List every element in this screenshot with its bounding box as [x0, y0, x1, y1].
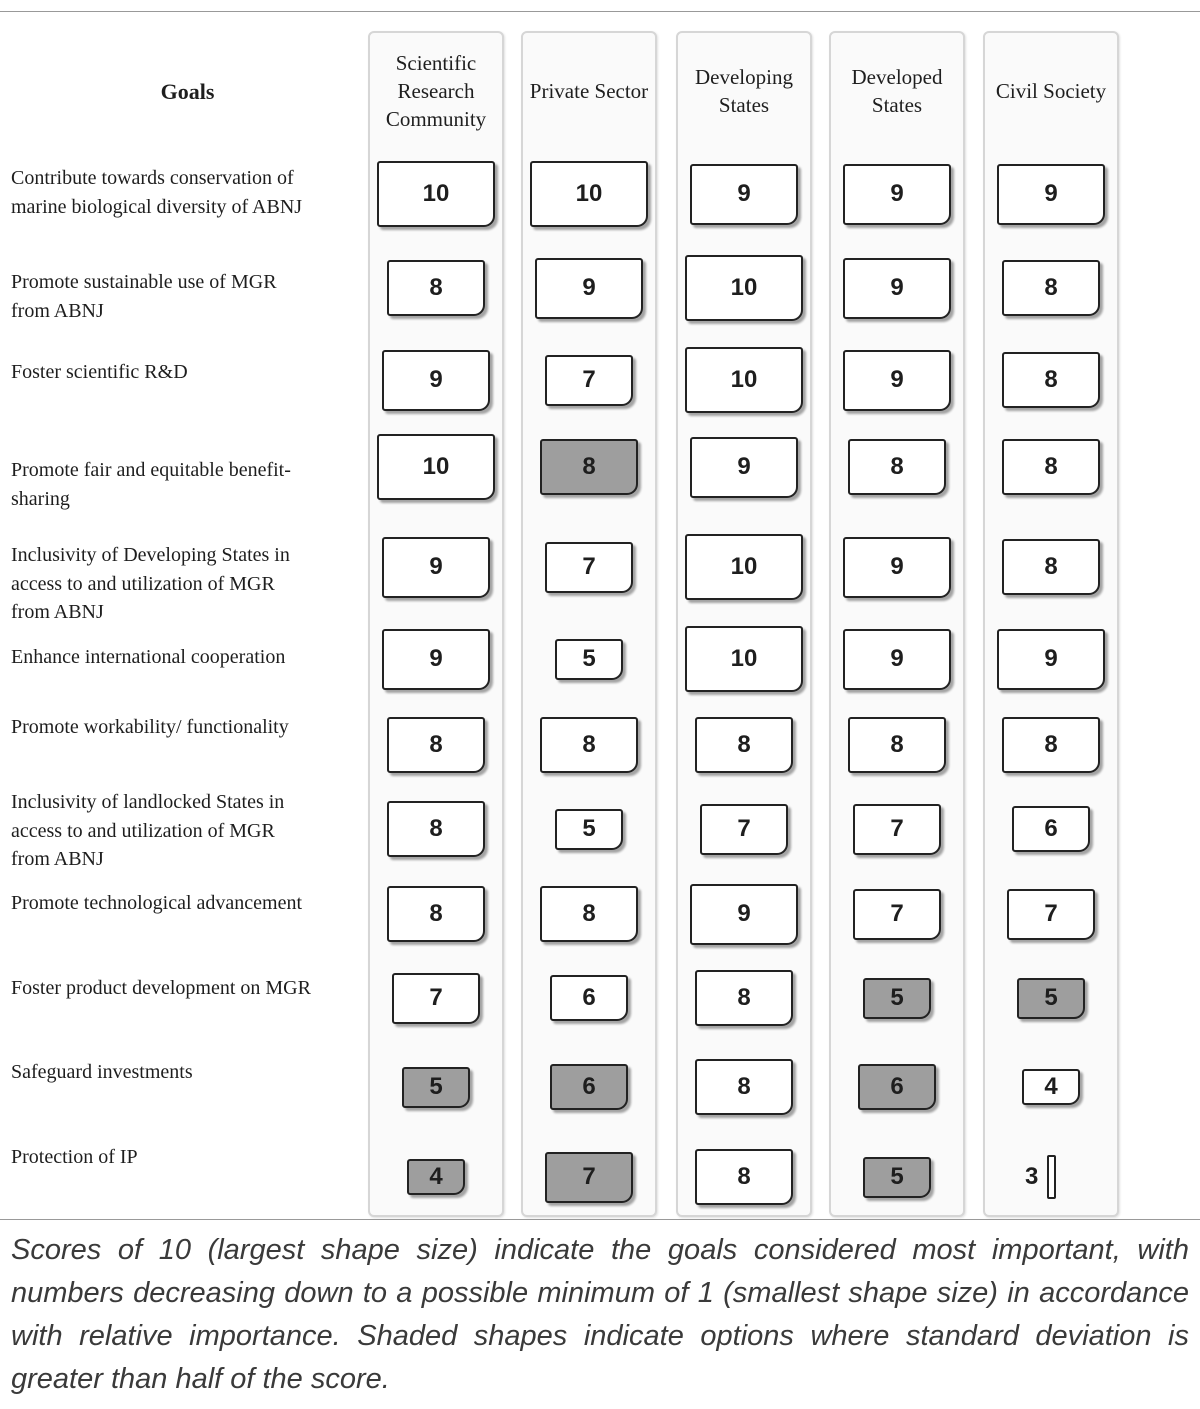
goal-label [11, 541, 366, 627]
score-value: 10 [730, 366, 758, 393]
score-value: 9 [1044, 180, 1058, 207]
column-header-line: Developing [695, 65, 793, 89]
goal-label [11, 1143, 366, 1172]
score-box [382, 629, 490, 690]
score-value: 7 [582, 553, 596, 580]
score-box [695, 717, 793, 773]
goal-label-line: from ABNJ [11, 601, 104, 623]
score-value: 7 [737, 815, 751, 842]
goal-label-line: Inclusivity of Developing States in [11, 544, 290, 566]
score-value: 5 [890, 984, 904, 1011]
goal-label-line: sharing [11, 487, 70, 510]
score-box [1002, 717, 1100, 773]
score-value: 7 [890, 815, 904, 842]
score-box [843, 164, 951, 225]
score-value: 10 [730, 274, 758, 301]
score-box [377, 434, 495, 500]
score-box [555, 809, 623, 850]
score-box [1002, 439, 1100, 495]
score-box [843, 350, 951, 411]
score-box [695, 970, 793, 1026]
score-box [1002, 539, 1100, 595]
goal-label [11, 358, 366, 387]
score-value: 8 [890, 731, 904, 758]
score-box [402, 1067, 470, 1108]
score-value: 7 [890, 900, 904, 927]
score-value: 5 [429, 1073, 443, 1100]
column-header-line: Civil Society [995, 79, 1107, 103]
goal-label [11, 456, 366, 513]
score-box [997, 629, 1105, 690]
score-box [853, 889, 941, 940]
column-header-line: States [871, 93, 923, 117]
goal-label [11, 643, 366, 672]
score-value: 9 [890, 366, 904, 393]
goal-label [11, 268, 366, 325]
column-header [678, 33, 810, 149]
score-value: 8 [429, 815, 443, 842]
score-box [843, 537, 951, 598]
score-value: 8 [582, 731, 596, 758]
score-value: 9 [890, 553, 904, 580]
score-box [1025, 1155, 1077, 1199]
goal-label-line: Promote workability/ functionality [11, 716, 289, 738]
score-box [848, 439, 946, 495]
goal-label [11, 974, 366, 1003]
goal-label-line: Foster scientific R&D [11, 361, 188, 383]
goal-label-line: Inclusivity of landlocked States in [11, 791, 285, 813]
score-box [545, 542, 633, 593]
score-value: 8 [582, 900, 596, 927]
goal-label-line: Enhance international cooperation [11, 646, 286, 668]
score-value: 4 [429, 1163, 443, 1190]
score-box [858, 1064, 936, 1110]
score-box [843, 258, 951, 319]
score-box [685, 534, 803, 600]
score-box [695, 1149, 793, 1205]
goal-label [11, 164, 366, 221]
column-header-line: Scientific [395, 51, 477, 75]
score-value: 8 [737, 1073, 751, 1100]
score-value: 6 [582, 1073, 596, 1100]
goal-label-line: Contribute towards conservation of [11, 167, 294, 189]
score-value: 7 [582, 1163, 596, 1190]
column-header [370, 33, 502, 149]
score-value: 9 [737, 453, 751, 480]
score-box [843, 629, 951, 690]
score-value: 8 [1044, 366, 1058, 393]
column-header-line: Private Sector [529, 79, 649, 103]
score-value: 6 [1044, 815, 1058, 842]
goal-label-line: Protection of IP [11, 1146, 138, 1168]
score-value: 9 [429, 366, 443, 393]
goal-label-line: access to and utilization of MGR [11, 819, 275, 842]
score-value: 9 [429, 645, 443, 672]
goal-label-line: marine biological diversity of ABNJ [11, 195, 303, 218]
score-box [863, 1157, 931, 1198]
score-box [540, 439, 638, 495]
score-box [1007, 889, 1095, 940]
goal-label-line: access to and utilization of MGR [11, 572, 275, 595]
goal-label-line: Promote technological advancement [11, 892, 303, 914]
goal-label-line: Safeguard investments [11, 1061, 193, 1083]
top-rule [0, 11, 1200, 12]
score-box [545, 1152, 633, 1203]
score-value: 9 [890, 645, 904, 672]
score-box [535, 258, 643, 319]
score-value: 9 [737, 180, 751, 207]
score-value: 7 [1044, 900, 1058, 927]
score-value: 5 [582, 645, 596, 672]
goal-label [11, 788, 366, 874]
score-box [540, 886, 638, 942]
score-value: 6 [582, 984, 596, 1011]
score-box [690, 437, 798, 498]
column-header-line: Research [397, 79, 475, 103]
score-value: 6 [890, 1073, 904, 1100]
score-box-shape [1047, 1155, 1056, 1199]
score-value: 8 [1044, 731, 1058, 758]
score-box [407, 1159, 465, 1195]
goal-label [11, 889, 366, 918]
score-box [530, 161, 648, 227]
score-box [545, 355, 633, 406]
score-value: 7 [429, 984, 443, 1011]
score-value: 3 [1025, 1163, 1039, 1190]
score-box [555, 639, 623, 680]
score-box [382, 350, 490, 411]
score-value: 10 [575, 180, 603, 207]
goal-label-line: from ABNJ [11, 848, 104, 870]
figure-caption: Scores of 10 (largest shape size) indicate the goals considered most important, with numbers decreasing down to a possible minimum of 1 (smallest shape size) in accordance with relative importance. Shaded shapes indicate options where standard deviation is greater than half of the score. [11, 1234, 1189, 1395]
score-value: 5 [582, 815, 596, 842]
score-box [387, 260, 485, 316]
score-value: 8 [429, 274, 443, 301]
score-value: 9 [890, 274, 904, 301]
score-value: 8 [737, 984, 751, 1011]
goal-label-line: Promote sustainable use of MGR [11, 271, 277, 293]
score-value: 9 [429, 553, 443, 580]
column-header [985, 33, 1117, 149]
score-box [690, 164, 798, 225]
score-value: 9 [890, 180, 904, 207]
score-box [550, 1064, 628, 1110]
score-box [387, 886, 485, 942]
score-value: 5 [890, 1163, 904, 1190]
score-value: 8 [737, 731, 751, 758]
score-box [392, 973, 480, 1024]
score-box [690, 884, 798, 945]
score-box [863, 978, 931, 1019]
score-box [1002, 260, 1100, 316]
score-box [853, 804, 941, 855]
score-value: 5 [1044, 984, 1058, 1011]
goal-label [11, 1058, 366, 1087]
column-header [523, 33, 655, 149]
column-header-line: Developed [851, 65, 943, 89]
score-box [550, 975, 628, 1021]
score-box [997, 164, 1105, 225]
goals-header: Goals [160, 79, 215, 104]
score-box [1012, 806, 1090, 852]
score-box [685, 626, 803, 692]
score-value: 10 [422, 180, 450, 207]
score-value: 8 [429, 900, 443, 927]
score-box [387, 801, 485, 857]
score-box [1002, 352, 1100, 408]
score-box [1022, 1069, 1080, 1105]
score-box [382, 537, 490, 598]
score-value: 8 [890, 453, 904, 480]
score-box [387, 717, 485, 773]
column-header-line: States [718, 93, 770, 117]
bottom-rule [0, 1219, 1200, 1220]
score-value: 7 [582, 366, 596, 393]
score-box [685, 255, 803, 321]
goal-label-line: Promote fair and equitable benefit- [11, 459, 291, 481]
column-header [831, 33, 963, 149]
goal-label-line: Foster product development on MGR [11, 977, 311, 999]
score-value: 8 [1044, 453, 1058, 480]
score-value: 10 [730, 553, 758, 580]
score-value: 10 [422, 453, 450, 480]
score-box [700, 804, 788, 855]
score-value: 10 [730, 645, 758, 672]
score-value: 9 [737, 900, 751, 927]
goal-label-line: from ABNJ [11, 299, 104, 322]
score-value: 8 [582, 453, 596, 480]
score-box [695, 1059, 793, 1115]
score-box [377, 161, 495, 227]
score-value: 8 [737, 1163, 751, 1190]
score-value: 8 [429, 731, 443, 758]
score-box [540, 717, 638, 773]
score-value: 4 [1044, 1073, 1058, 1100]
goal-label [11, 713, 366, 742]
score-box [685, 347, 803, 413]
score-value: 9 [1044, 645, 1058, 672]
column-header-line: Community [385, 107, 487, 131]
score-value: 8 [1044, 274, 1058, 301]
score-box [848, 717, 946, 773]
score-box [1017, 978, 1085, 1019]
score-value: 9 [582, 274, 596, 301]
score-value: 8 [1044, 553, 1058, 580]
